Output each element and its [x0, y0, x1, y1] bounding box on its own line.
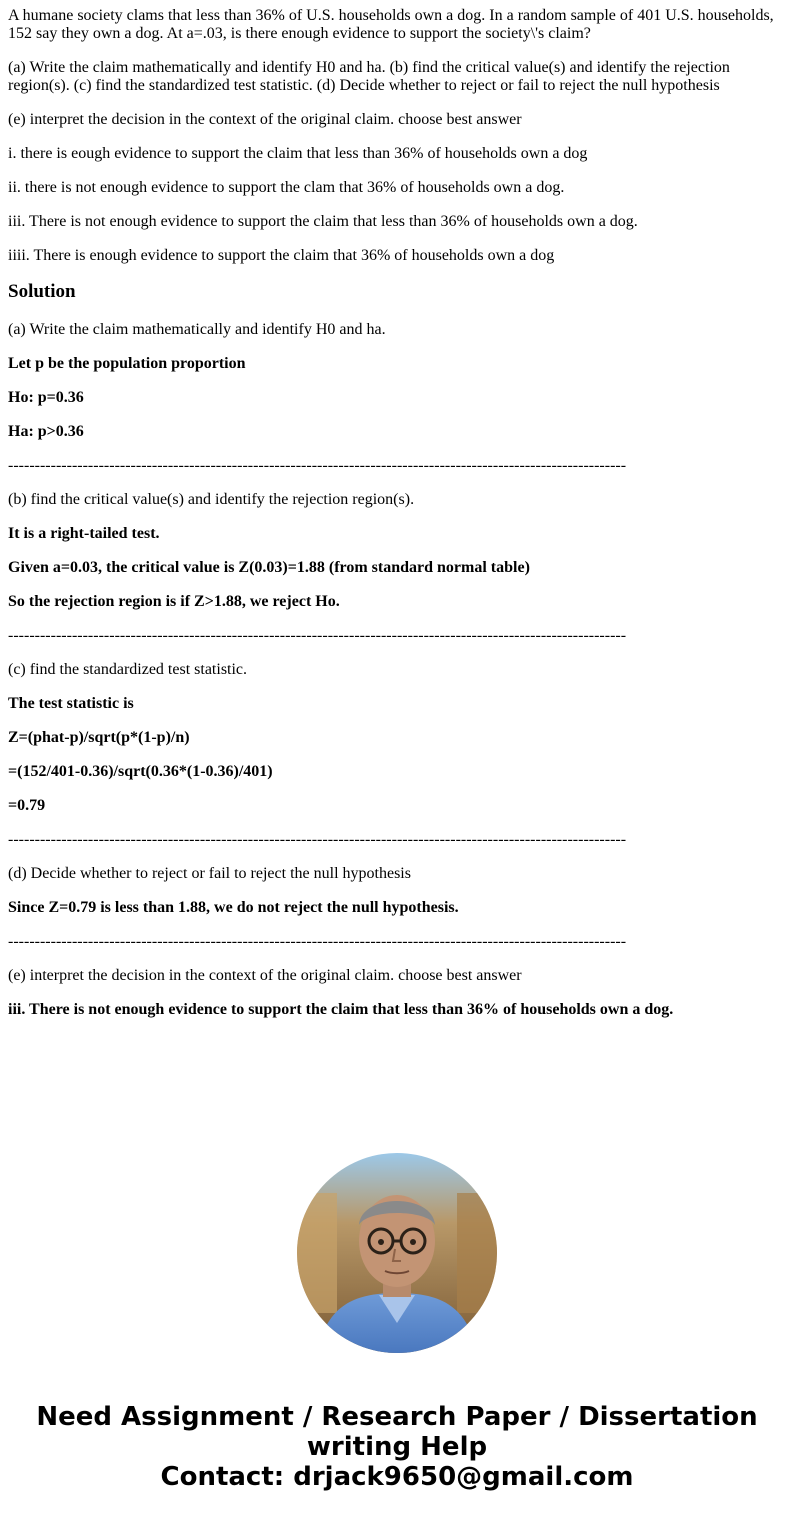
solution-a-label: (a) Write the claim mathematically and identify H0 and ha. — [8, 321, 386, 338]
tutor-photo — [297, 1153, 497, 1353]
solution-a-line: Let p be the population proportion — [8, 355, 246, 372]
footer-line-2: writing Help — [306, 1432, 488, 1462]
option-iiii: iiii. There is enough evidence to support the claim that 36% of households own a dog — [8, 247, 555, 264]
footer-banner — [0, 1402, 794, 1492]
question-intro: A humane society clams that less than 36% of U.S. households own a dog. In a random sample of 401 U.S. households, 152 say they own a dog. At a=.03, is there enough evidence to support the society\'s claim? — [8, 7, 774, 42]
divider: -------------------------------------------------------------------------------------------------------------------- — [8, 627, 627, 644]
option-ii: ii. there is not enough evidence to support the clam that 36% of households own a dog. — [8, 179, 565, 196]
solution-d-line: Since Z=0.79 is less than 1.88, we do not reject the null hypothesis. — [8, 899, 459, 916]
solution-c-label: (c) find the standardized test statistic. — [8, 661, 248, 678]
solution-c-line: The test statistic is — [8, 695, 134, 712]
solution-b-line: Given a=0.03, the critical value is Z(0.03)=1.88 (from standard normal table) — [8, 559, 530, 576]
avatar — [297, 1153, 497, 1353]
solution-d-label: (d) Decide whether to reject or fail to reject the null hypothesis — [8, 865, 411, 882]
solution-heading: Solution — [8, 281, 76, 302]
question-part-e: (e) interpret the decision in the context of the original claim. choose best answer — [8, 111, 522, 128]
solution-b-line: It is a right-tailed test. — [8, 525, 160, 542]
question-parts: (a) Write the claim mathematically and identify H0 and ha. (b) find the critical value(s) and identify the rejection region(s). (c) find the standardized test statistic. (d) Decide whether to reject or fail to reject the null hypothesis — [8, 59, 730, 94]
option-iii: iii. There is not enough evidence to support the claim that less than 36% of households own a dog. — [8, 213, 638, 230]
divider: -------------------------------------------------------------------------------------------------------------------- — [8, 933, 627, 950]
divider: -------------------------------------------------------------------------------------------------------------------- — [8, 831, 627, 848]
solution-e-label: (e) interpret the decision in the context of the original claim. choose best answer — [8, 967, 522, 984]
solution-c-line: Z=(phat-p)/sqrt(p*(1-p)/n) — [8, 729, 190, 746]
solution-e-answer: iii. There is not enough evidence to support the claim that less than 36% of households own a dog. — [8, 1001, 674, 1018]
document-body — [8, 7, 786, 1035]
solution-c-line: =0.79 — [8, 797, 46, 814]
solution-b-line: So the rejection region is if Z>1.88, we reject Ho. — [8, 593, 340, 610]
footer-line-1: Need Assignment / Research Paper / Dissertation — [36, 1402, 758, 1432]
footer-contact: Contact: drjack9650@gmail.com — [160, 1462, 634, 1492]
divider: -------------------------------------------------------------------------------------------------------------------- — [8, 457, 627, 474]
solution-c-line: =(152/401-0.36)/sqrt(0.36*(1-0.36)/401) — [8, 763, 273, 780]
option-i: i. there is eough evidence to support the claim that less than 36% of households own a dog — [8, 145, 588, 162]
solution-a-line: Ho: p=0.36 — [8, 389, 84, 406]
solution-a-line: Ha: p>0.36 — [8, 423, 84, 440]
solution-b-label: (b) find the critical value(s) and identify the rejection region(s). — [8, 491, 415, 508]
